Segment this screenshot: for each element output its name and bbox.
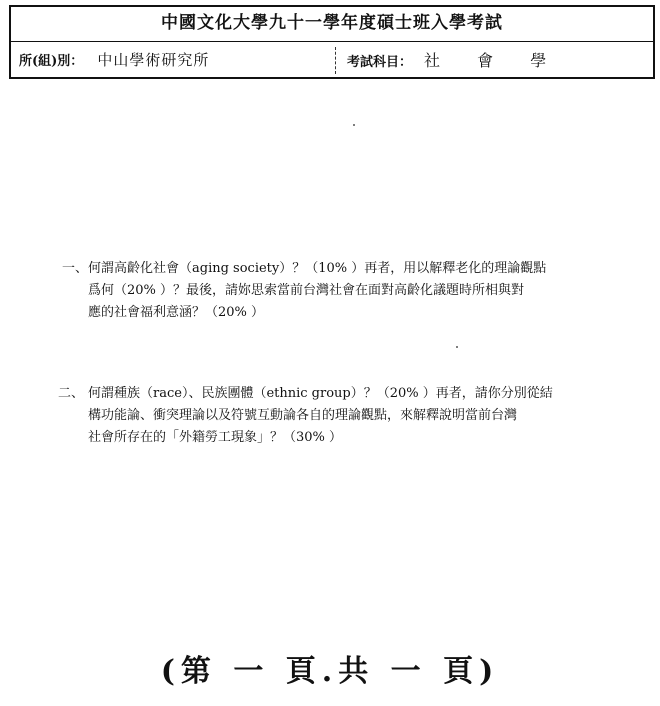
question-1: [62, 258, 592, 324]
department-field: [19, 42, 209, 79]
page-indicator: (第 一 頁.共 一 頁): [160, 654, 500, 689]
question-2-number: 二、: [58, 386, 85, 401]
exam-info-row: [11, 42, 653, 79]
department-label: 所(組)別：: [19, 54, 84, 69]
scan-speck: [353, 124, 355, 126]
subject-field: [347, 42, 562, 79]
info-divider: [335, 47, 336, 74]
department-value: 中山學術研究所: [97, 51, 210, 69]
question-1-number: 一、: [62, 261, 89, 276]
question-2: [58, 383, 592, 449]
question-1-text: 何謂高齡化社會（aging society）？（10% ）再者，用以解釋老化的理論觀點 爲何（20% ）？最後，請妳思索當前台灣社會在面對高齡化議題時所相與對 應的社會福利意涵？（20% ）: [88, 261, 547, 320]
subject-value: 社 會 學: [424, 51, 563, 70]
exam-title: 中國文化大學九十一學年度碩士班入學考試: [11, 7, 653, 42]
question-2-text: 何謂種族（race）、民族團體（ethnic group）？（20% ）再者，請你分別從結 構功能論、衝突理論以及符號互動論各自的理論觀點，來解釋說明當前台灣 社會所存在的「外籍勞工現象」？（30% ）: [88, 386, 553, 445]
subject-label: 考試科目：: [347, 55, 413, 70]
exam-header-table: [9, 5, 655, 79]
scan-speck: [456, 346, 458, 348]
